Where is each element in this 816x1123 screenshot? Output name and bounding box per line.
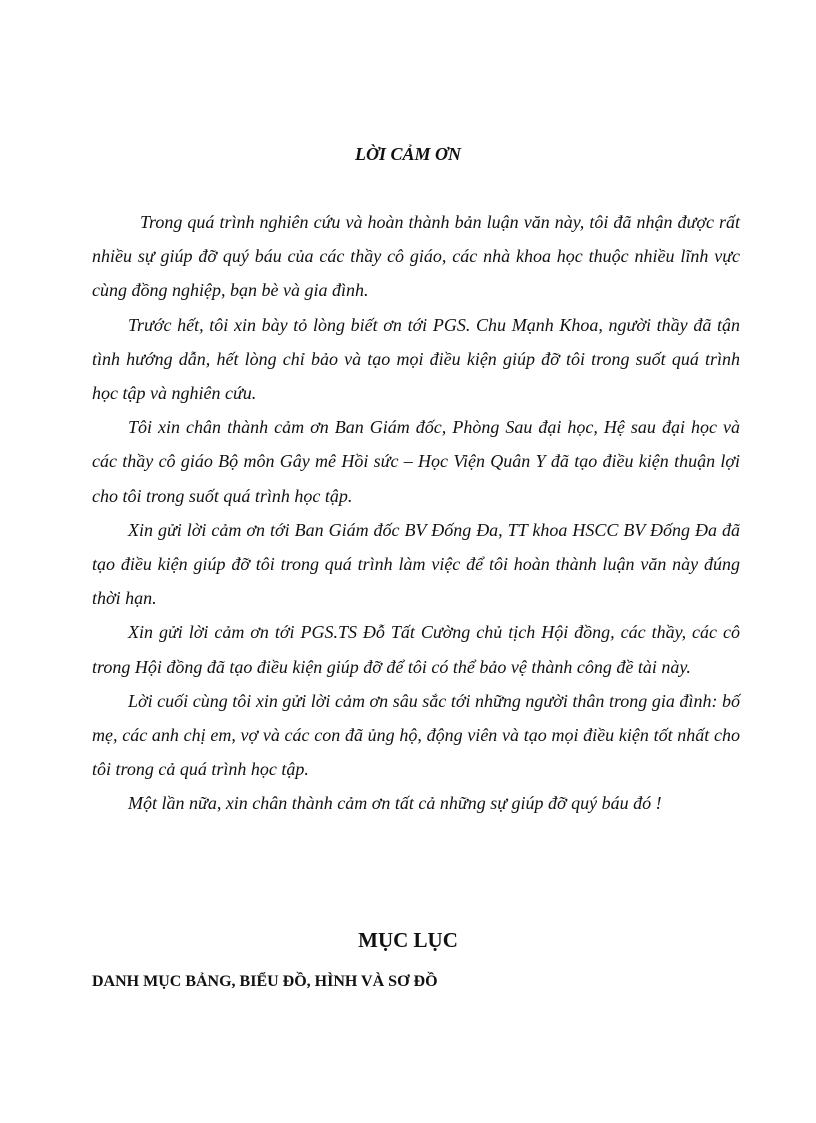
table-of-contents-title: MỤC LỤC (358, 928, 458, 952)
acknowledgement-paragraph-7: Một lần nữa, xin chân thành cảm ơn tất cả những sự giúp đỡ quý báu đó ! (128, 793, 662, 814)
acknowledgement-paragraph-5: Xin gửi lời cảm ơn tới PGS.TS Đỗ Tất Cường chủ tịch Hội đồng, các thầy, các cô trong Hội đồng đã tạo điều kiện giúp đỡ để tôi có thể bảo vệ thành công đề tài này. (92, 622, 740, 677)
list-of-tables-heading: DANH MỤC BẢNG, BIỂU ĐỒ, HÌNH VÀ SƠ ĐỒ (92, 973, 438, 990)
acknowledgement-title: LỜI CẢM ƠN (354, 144, 461, 164)
acknowledgement-paragraph-2: Trước hết, tôi xin bày tỏ lòng biết ơn tới PGS. Chu Mạnh Khoa, người thầy đã tận tình hướng dẫn, hết lòng chỉ bảo và tạo mọi điều kiện giúp đỡ tôi trong suốt quá trình học tập và nghiên cứu. (92, 314, 740, 404)
acknowledgement-paragraph-3: Tôi xin chân thành cảm ơn Ban Giám đốc, Phòng Sau đại học, Hệ sau đại học và các thầy cô giáo Bộ môn Gây mê Hồi sức – Học Viện Quân Y đã tạo điều kiện thuận lợi cho tôi trong suốt quá trình học tập. (92, 417, 740, 506)
acknowledgement-paragraph-1: Trong quá trình nghiên cứu và hoàn thành bản luận văn này, tôi đã nhận được rất nhiều sự giúp đỡ quý báu của các thầy cô giáo, các nhà khoa học thuộc nhiều lĩnh vực cùng đồng nghiệp, bạn bè và gia đình. (92, 212, 740, 301)
acknowledgement-paragraph-4: Xin gửi lời cảm ơn tới Ban Giám đốc BV Đống Đa, TT khoa HSCC BV Đống Đa đã tạo điều kiện giúp đỡ tôi trong quá trình làm việc để tôi hoàn thành luận văn này đúng thời hạn. (92, 519, 740, 609)
acknowledgement-body (92, 205, 740, 821)
acknowledgement-paragraph-6: Lời cuối cùng tôi xin gửi lời cảm ơn sâu sắc tới những người thân trong gia đình: bố mẹ, các anh chị em, vợ và các con đã ủng hộ, động viên và tạo mọi điều kiện tốt nhất cho tôi trong cả quá trình học tập. (92, 690, 740, 780)
